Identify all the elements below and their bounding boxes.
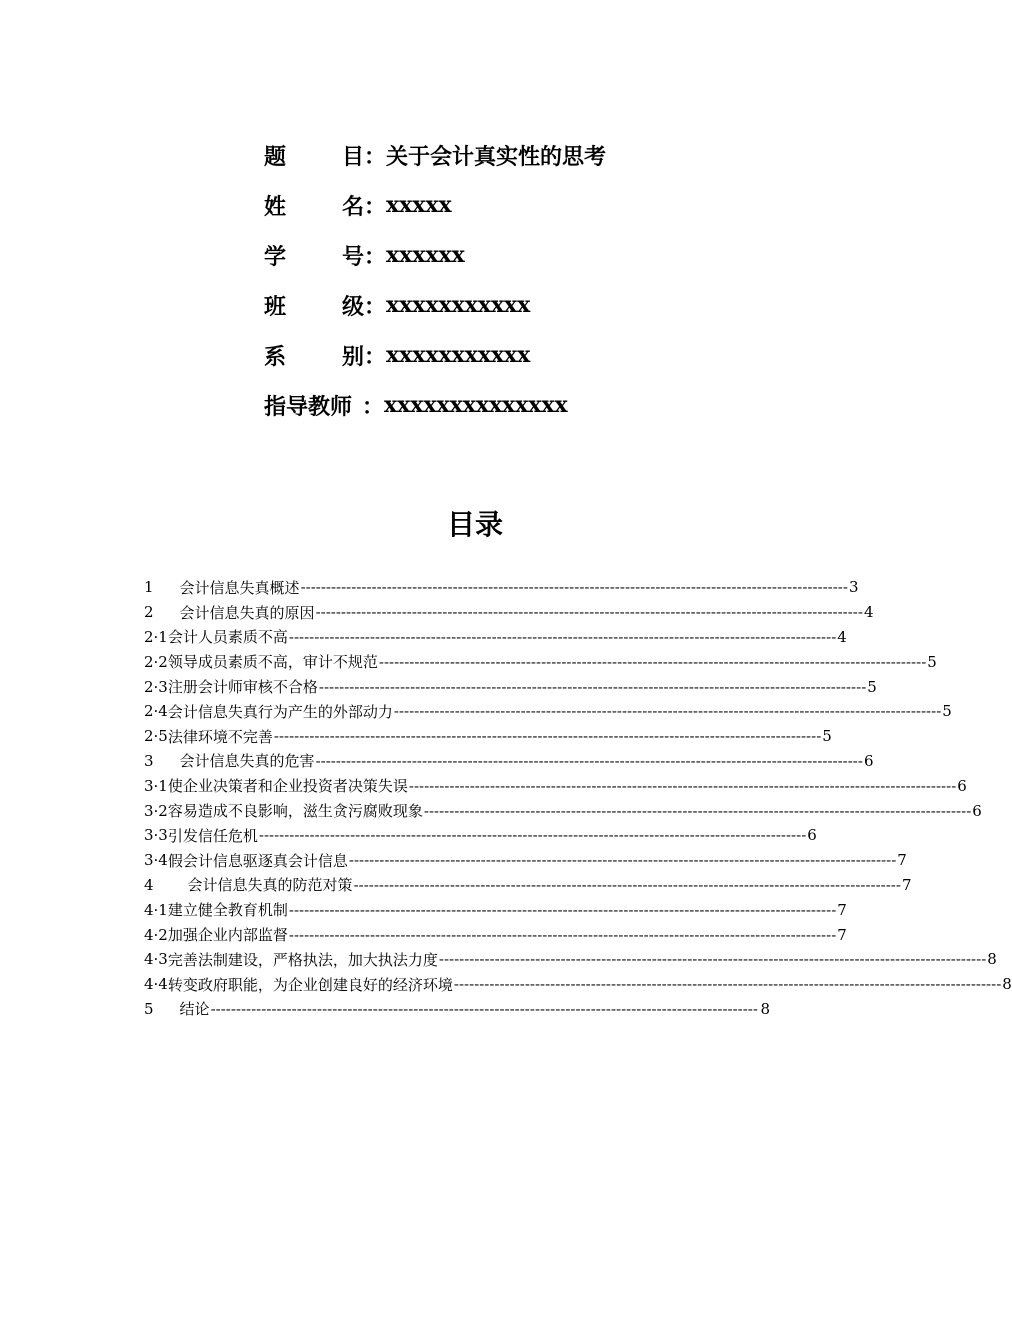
toc-entry-text: 会计人员素质不高 [167, 628, 288, 647]
toc-entry-page: 7 [897, 851, 907, 870]
toc-entry-page: 8 [987, 950, 997, 969]
cover-info-block [264, 130, 606, 430]
toc-leader: ------------------------------------------------------------------------------------------------------------ [288, 900, 837, 919]
toc-entry-number: 4·4 [144, 975, 168, 994]
toc-leader: ------------------------------------------------------------------------------------------------------------ [273, 727, 822, 746]
toc-entry-text: 会计信息失真行为产生的外部动力 [167, 702, 393, 721]
toc-entry-number: 3·4 [144, 851, 168, 870]
toc-entry-number: 3·3 [144, 826, 168, 845]
table-of-contents [144, 575, 1012, 1021]
toc-entry-number: 2·1 [144, 627, 168, 646]
toc-entry-number: 3 [144, 751, 154, 770]
toc-leader: ------------------------------------------------------------------------------------------------------------ [453, 975, 1002, 994]
cover-row-class [264, 280, 606, 330]
cover-label: 系 别 [264, 343, 364, 370]
toc-entry-page: 4 [863, 603, 874, 622]
cover-label: 班 级 [264, 293, 364, 320]
toc-entry-page: 3 [848, 578, 859, 597]
toc-entry-text: 法律环境不完善 [167, 727, 273, 746]
toc-entry-text: 会计信息失真的危害 [179, 752, 315, 771]
toc-leader: ------------------------------------------------------------------------------------------------------------ [378, 652, 927, 671]
toc-entry-text: 注册会计师审核不合格 [167, 678, 318, 697]
toc-entry-text: 转变政府职能，为企业创建良好的经济环境 [167, 975, 453, 994]
toc-entry-number: 2·3 [144, 677, 168, 696]
cover-label: 指导教师 [264, 393, 353, 420]
toc-entry[interactable] [144, 972, 1012, 997]
toc-entry[interactable] [144, 625, 847, 650]
toc-entry-page: 5 [822, 727, 832, 746]
toc-entry[interactable] [144, 773, 967, 798]
toc-entry[interactable] [144, 873, 912, 898]
cover-row-student-id [264, 230, 606, 280]
toc-leader: ------------------------------------------------------------------------------------------------------------ [210, 999, 758, 1018]
toc-entry-number: 1 [144, 578, 154, 597]
toc-entry[interactable] [144, 823, 817, 848]
toc-entry-page: 5 [867, 677, 877, 696]
toc-leader: ------------------------------------------------------------------------------------------------------------ [408, 776, 957, 795]
toc-entry-page: 6 [807, 826, 817, 845]
cover-label: 姓 名 [264, 193, 364, 220]
toc-leader: ------------------------------------------------------------------------------------------------------------ [353, 875, 901, 894]
toc-leader: ------------------------------------------------------------------------------------------------------------ [348, 851, 897, 870]
toc-entry[interactable] [144, 997, 770, 1022]
toc-entry[interactable] [144, 724, 832, 749]
toc-entry-text: 引发信任危机 [167, 826, 258, 845]
cover-separator: ： [364, 343, 387, 370]
toc-leader: ------------------------------------------------------------------------------------------------------------ [318, 677, 867, 696]
toc-leader: ------------------------------------------------------------------------------------------------------------ [393, 702, 942, 721]
toc-entry[interactable] [144, 897, 847, 922]
toc-entry-number: 4 [144, 875, 154, 894]
cover-separator: ： [364, 143, 387, 170]
toc-entry[interactable] [144, 798, 982, 823]
cover-label: 题 目 [264, 143, 364, 170]
toc-entry[interactable] [144, 848, 907, 873]
toc-entry-number: 3·2 [144, 801, 168, 820]
toc-entry-page: 6 [972, 801, 982, 820]
toc-leader: ------------------------------------------------------------------------------------------------------------ [258, 826, 807, 845]
cover-separator: ： [364, 293, 387, 320]
toc-entry[interactable] [144, 575, 859, 600]
toc-entry-page: 8 [1002, 975, 1012, 994]
toc-entry-text: 结论 [179, 1000, 210, 1019]
toc-entry-page: 7 [837, 900, 847, 919]
toc-entry-number: 3·1 [144, 776, 168, 795]
toc-entry-page: 6 [863, 751, 874, 770]
cover-value: xxxxxx [386, 242, 465, 268]
toc-entry[interactable] [144, 649, 937, 674]
toc-entry[interactable] [144, 947, 997, 972]
cover-separator: ： [362, 393, 385, 420]
toc-leader: ------------------------------------------------------------------------------------------------------------ [423, 801, 972, 820]
toc-entry-page: 7 [837, 925, 847, 944]
toc-leader: ------------------------------------------------------------------------------------------------------------ [438, 950, 987, 969]
toc-leader: ------------------------------------------------------------------------------------------------------------ [288, 925, 837, 944]
cover-separator: ： [364, 193, 387, 220]
toc-entry-number: 5 [144, 999, 154, 1018]
cover-value: xxxxxxxxxxx [386, 342, 531, 368]
toc-entry-text: 容易造成不良影响，滋生贪污腐败现象 [167, 802, 423, 821]
toc-entry-page: 5 [927, 652, 937, 671]
toc-leader: ------------------------------------------------------------------------------------------------------------ [315, 751, 863, 770]
toc-entry-number: 2·4 [144, 702, 168, 721]
toc-entry-text: 建立健全教育机制 [167, 901, 288, 920]
toc-leader: ------------------------------------------------------------------------------------------------------------ [315, 603, 863, 622]
cover-value: xxxxxxxxxxxxxx [384, 392, 568, 418]
toc-entry-text: 会计信息失真的防范对策 [187, 876, 353, 895]
toc-entry-text: 使企业决策者和企业投资者决策失误 [167, 777, 408, 796]
toc-entry-page: 6 [957, 776, 967, 795]
cover-label: 学 号 [264, 243, 364, 270]
toc-entry-number: 4·3 [144, 950, 168, 969]
cover-row-name [264, 180, 606, 230]
toc-entry-number: 2·5 [144, 727, 168, 746]
toc-title: 目录 [446, 508, 503, 541]
toc-entry[interactable] [144, 674, 877, 699]
toc-entry-page: 7 [901, 875, 912, 894]
cover-value: xxxxx [386, 192, 452, 218]
cover-value: xxxxxxxxxxx [386, 292, 531, 318]
cover-separator: ： [364, 243, 387, 270]
toc-entry-number: 4·2 [144, 925, 168, 944]
toc-entry-page: 8 [760, 999, 770, 1018]
cover-value: 关于会计真实性的思考 [386, 143, 607, 170]
toc-entry-number: 4·1 [144, 900, 168, 919]
cover-row-department [264, 330, 606, 380]
toc-leader: ------------------------------------------------------------------------------------------------------------ [300, 578, 848, 597]
toc-entry[interactable] [144, 600, 874, 625]
toc-entry-number: 2·2 [144, 652, 168, 671]
toc-entry[interactable] [144, 749, 874, 774]
toc-leader: ------------------------------------------------------------------------------------------------------------ [288, 627, 837, 646]
toc-entry-text: 会计信息失真的原因 [179, 603, 315, 622]
toc-entry-text: 会计信息失真概述 [179, 578, 300, 597]
toc-entry-number: 2 [144, 603, 154, 622]
toc-entry[interactable] [144, 922, 847, 947]
toc-entry-text: 完善法制建设，严格执法，加大执法力度 [167, 950, 438, 969]
toc-entry-page: 5 [942, 702, 952, 721]
toc-entry-text: 领导成员素质不高，审计不规范 [167, 653, 378, 672]
toc-entry-text: 假会计信息驱逐真会计信息 [167, 851, 348, 870]
cover-row-advisor [264, 380, 606, 430]
toc-entry-page: 4 [837, 627, 847, 646]
toc-entry[interactable] [144, 699, 952, 724]
toc-entry-text: 加强企业内部监督 [167, 926, 288, 945]
cover-row-title [264, 130, 606, 180]
